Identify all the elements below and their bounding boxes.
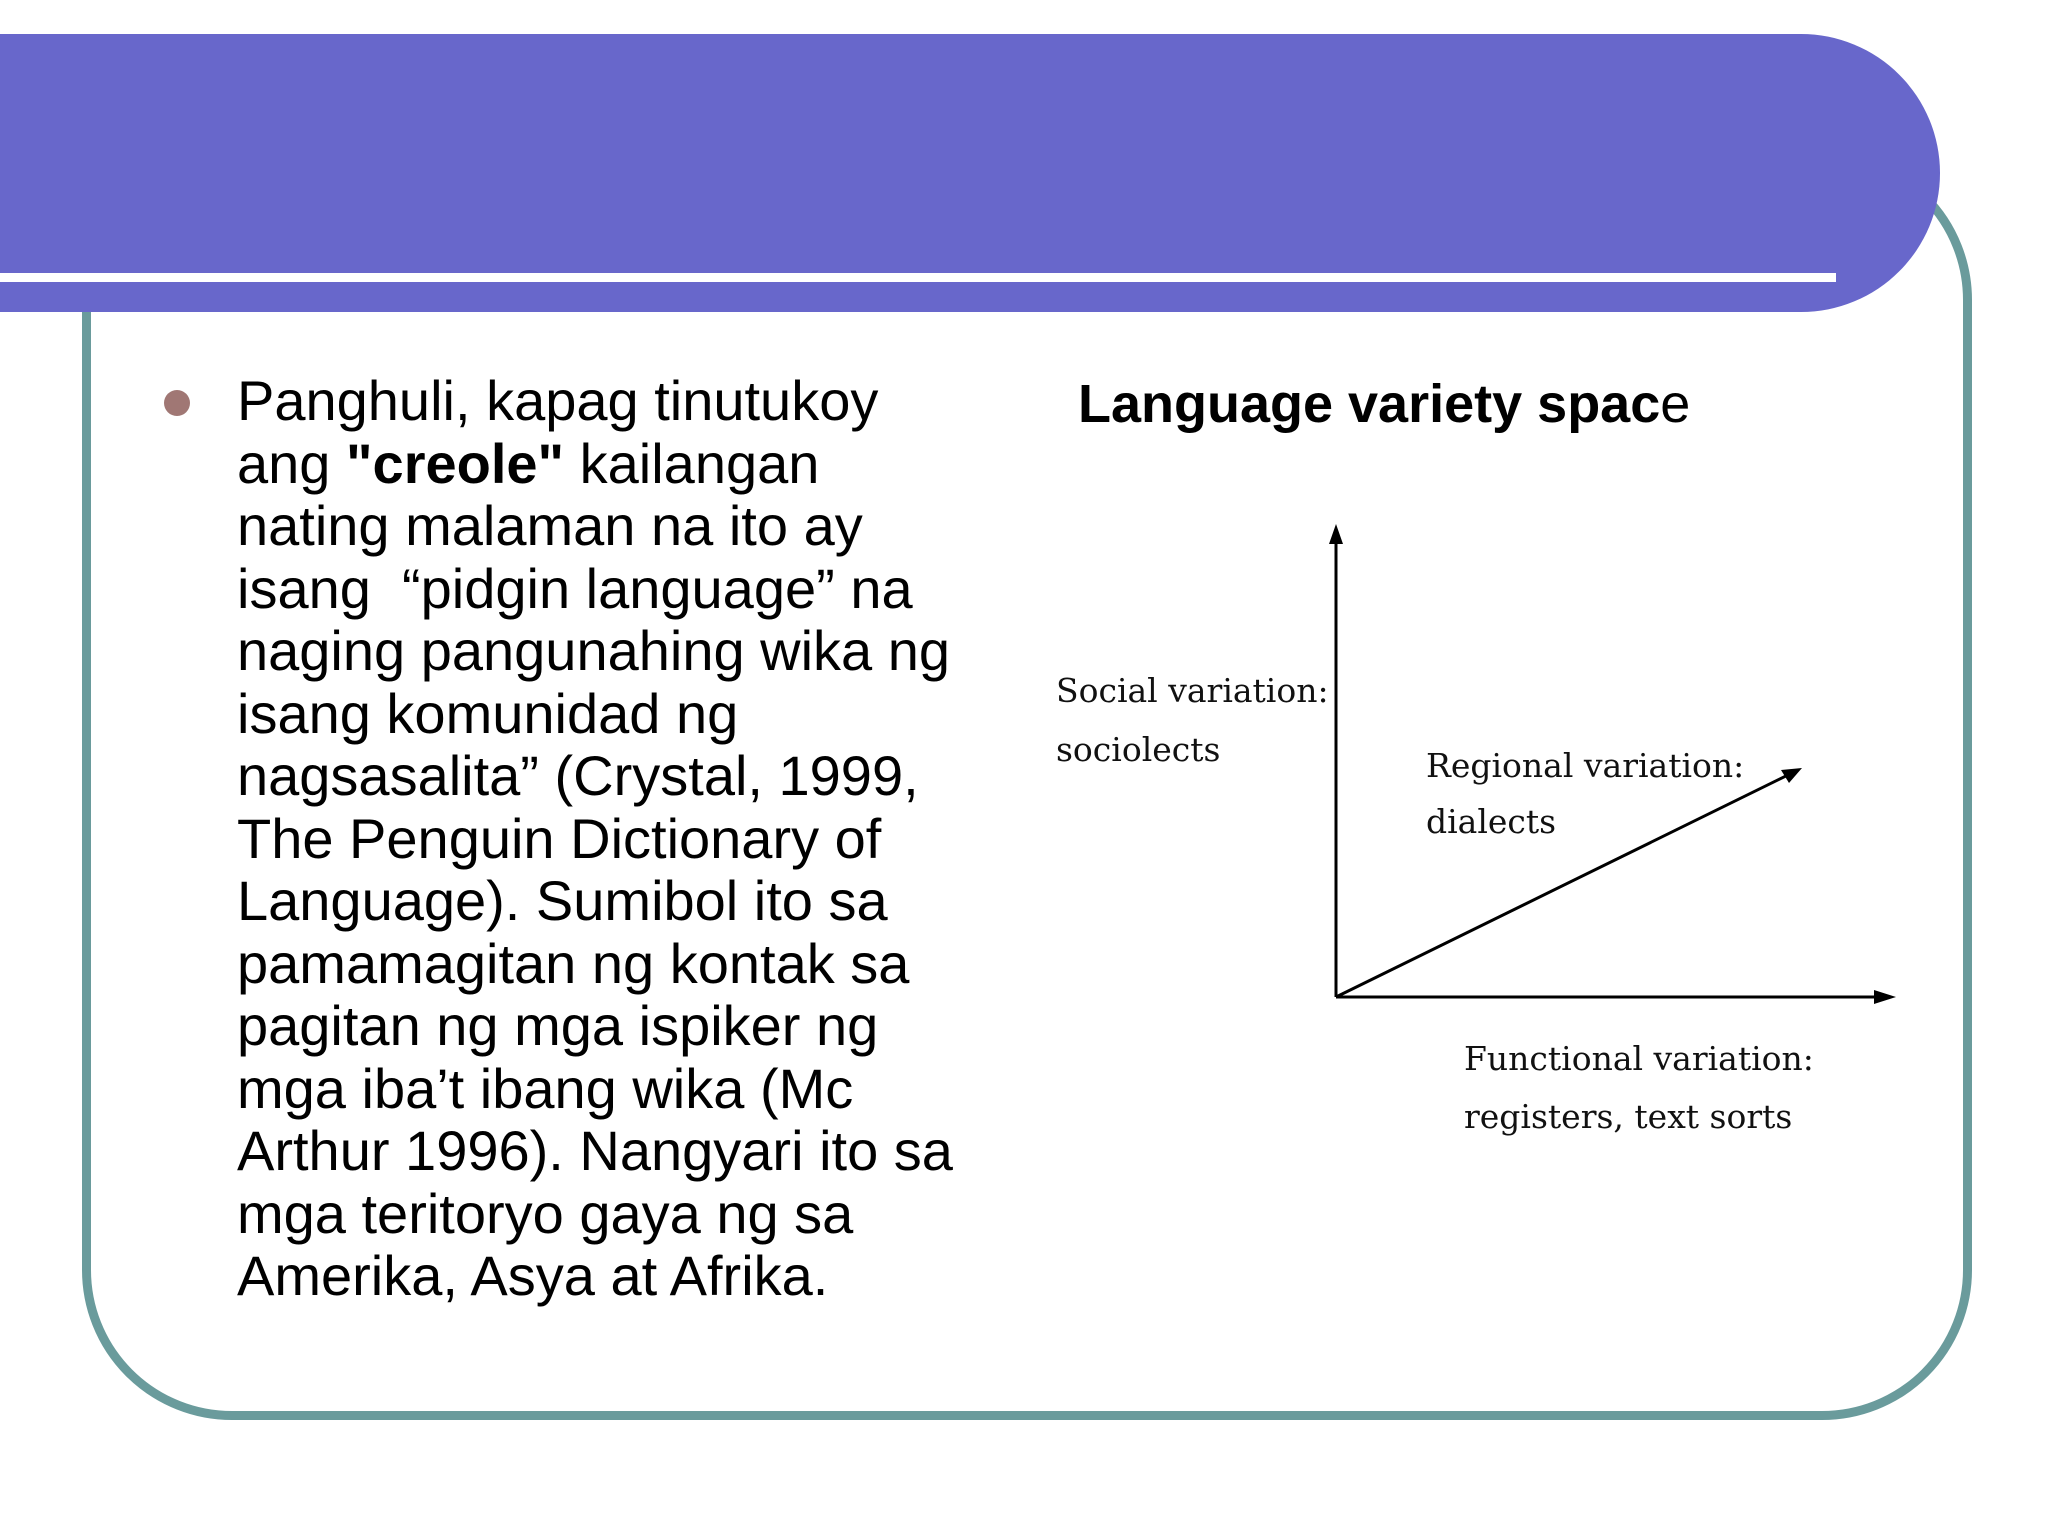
body-line-text: Arthur 1996). Nangyari ito sa	[237, 1119, 953, 1182]
body-line	[237, 683, 1027, 746]
body-line	[237, 1183, 1027, 1246]
body-line-text: naging pangunahing wika ng	[237, 619, 951, 682]
body-line-text: nating malaman na ito ay	[237, 494, 863, 557]
body-line	[237, 933, 1027, 996]
bullet-point-icon	[164, 390, 190, 416]
diagram-title-rest: e	[1660, 374, 1691, 434]
body-line-text: Panghuli, kapag tinutukoy	[237, 369, 879, 432]
body-line-text: Language). Sumibol ito sa	[237, 869, 888, 932]
body-paragraph	[237, 370, 1027, 1308]
vertical-axis-arrowhead	[1329, 524, 1343, 544]
body-line	[237, 745, 1027, 808]
body-line-text: pamamagitan ng kontak sa	[237, 931, 910, 995]
horizontal-axis-label-line-2: registers, text sorts	[1464, 1097, 1793, 1136]
body-line-text: nagsasalita” (Crystal, 1999,	[237, 744, 919, 807]
body-line	[237, 808, 1027, 871]
body-line-text: isang “pidgin language” na	[237, 556, 913, 620]
body-line	[237, 370, 1027, 433]
body-line	[237, 620, 1027, 683]
header-divider	[0, 273, 1836, 282]
diagram-title	[1078, 372, 1690, 436]
horizontal-axis-label-line-1: Functional variation:	[1464, 1039, 1814, 1078]
horizontal-axis-arrowhead	[1874, 990, 1896, 1004]
body-line	[237, 1120, 1027, 1183]
body-line-text: isang komunidad ng	[237, 681, 739, 745]
body-line-text: pagitan ng mga ispiker ng	[237, 994, 879, 1057]
vertical-axis-label-line-1: Social variation:	[1056, 671, 1329, 710]
diagonal-axis	[1336, 773, 1792, 997]
diagram-title-bold: Language variety spac	[1078, 374, 1661, 434]
header-band	[0, 34, 1940, 312]
body-line	[237, 433, 1027, 496]
language-variety-diagram	[1040, 520, 1910, 1160]
body-line-text: mga teritoryo gaya ng sa	[237, 1181, 854, 1245]
body-emphasis: "creole"	[346, 431, 565, 495]
body-line	[237, 995, 1027, 1058]
vertical-axis-label-line-2: sociolects	[1056, 730, 1221, 769]
body-line	[237, 495, 1027, 558]
diagonal-axis-label-line-2: dialects	[1426, 802, 1557, 841]
body-line	[237, 870, 1027, 933]
body-line	[237, 558, 1027, 621]
body-line-text: mga iba’t ibang wika (Mc	[237, 1056, 854, 1120]
body-line-text: kailangan	[564, 431, 820, 495]
body-line-text: The Penguin Dictionary of	[237, 806, 882, 870]
body-line-text: ang	[237, 431, 346, 495]
body-line	[237, 1058, 1027, 1121]
body-line-text: Amerika, Asya at Afrika.	[237, 1244, 829, 1307]
body-line	[237, 1245, 1027, 1308]
diagonal-axis-label-line-1: Regional variation:	[1426, 746, 1745, 785]
